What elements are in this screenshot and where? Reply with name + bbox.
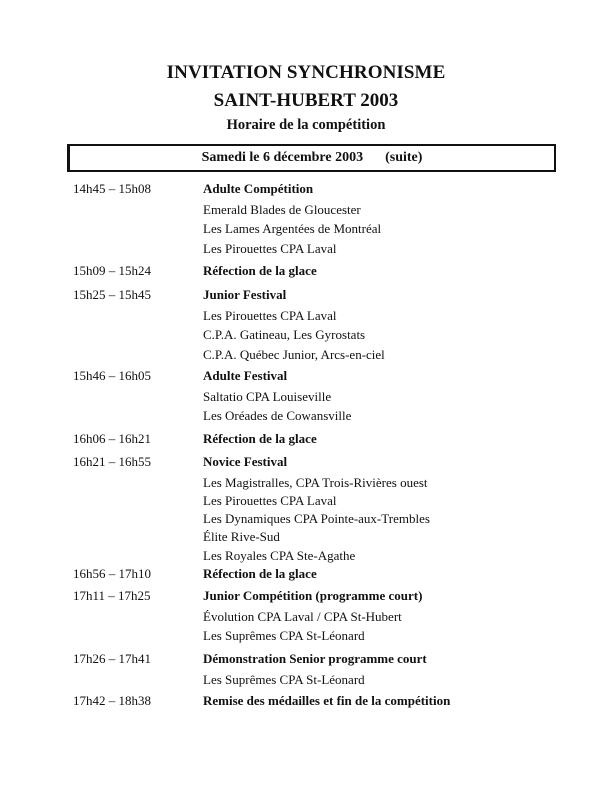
schedule-time: 16h21 – 16h55	[73, 454, 151, 469]
team-entry: Les Suprêmes CPA St-Léonard	[203, 671, 365, 687]
day-continued-note: (suite)	[385, 150, 423, 165]
team-entry: Les Dynamiques CPA Pointe-aux-Trembles	[203, 511, 430, 527]
schedule-event: Réfection de la glace	[203, 431, 317, 446]
team-entry: Les Suprêmes CPA St-Léonard	[203, 628, 365, 643]
document-subtitle: Horaire de la compétition	[226, 117, 386, 133]
team-entry: C.P.A. Gatineau, Les Gyrostats	[203, 327, 366, 342]
team-entry: Les Oréades de Cowansville	[203, 408, 352, 423]
team-entry: C.P.A. Québec Junior, Arcs-en-ciel	[203, 346, 385, 362]
team-entry: Les Pirouettes CPA Laval	[203, 240, 337, 256]
document-title-location: SAINT-HUBERT 2003	[213, 90, 399, 111]
team-entry: Les Pirouettes CPA Laval	[203, 307, 337, 323]
team-entry: Les Royales CPA Ste-Agathe	[203, 547, 356, 563]
schedule-time: 15h09 – 15h24	[73, 263, 151, 278]
schedule-time: 17h11 – 17h25	[73, 588, 151, 603]
schedule-time: 15h46 – 16h05	[73, 368, 151, 383]
team-entry: Les Lames Argentées de Montréal	[203, 221, 382, 236]
day-date: Samedi le 6 décembre 2003	[201, 150, 364, 165]
schedule-event: Réfection de la glace	[203, 263, 317, 278]
team-entry: Les Magistralles, CPA Trois-Rivières ouest	[203, 474, 428, 490]
team-entry: Évolution CPA Laval / CPA St-Hubert	[203, 608, 402, 624]
schedule-time: 14h45 – 15h08	[73, 181, 151, 196]
day-header-box	[67, 144, 556, 172]
schedule-event: Novice Festival	[203, 454, 288, 469]
schedule-event: Réfection de la glace	[203, 566, 317, 581]
schedule-time: 16h56 – 17h10	[73, 566, 151, 581]
schedule-time: 17h26 – 17h41	[73, 651, 151, 666]
schedule-time: 16h06 – 16h21	[73, 431, 151, 446]
team-entry: Emerald Blades de Gloucester	[203, 201, 361, 217]
team-entry: Élite Rive-Sud	[203, 529, 280, 545]
team-entry: Les Pirouettes CPA Laval	[203, 492, 337, 508]
schedule-time: 17h42 – 18h38	[73, 693, 151, 708]
team-entry: Saltatio CPA Louiseville	[203, 388, 332, 404]
schedule-time: 15h25 – 15h45	[73, 287, 151, 302]
schedule-event: Junior Festival	[203, 287, 287, 302]
schedule-event: Adulte Festival	[203, 368, 288, 383]
schedule-event: Démonstration Senior programme court	[203, 651, 427, 666]
document-title: INVITATION SYNCHRONISME	[166, 62, 446, 83]
schedule-event: Adulte Compétition	[203, 181, 314, 196]
schedule-event: Junior Compétition (programme court)	[203, 588, 423, 603]
schedule-event: Remise des médailles et fin de la compétition	[203, 693, 451, 708]
